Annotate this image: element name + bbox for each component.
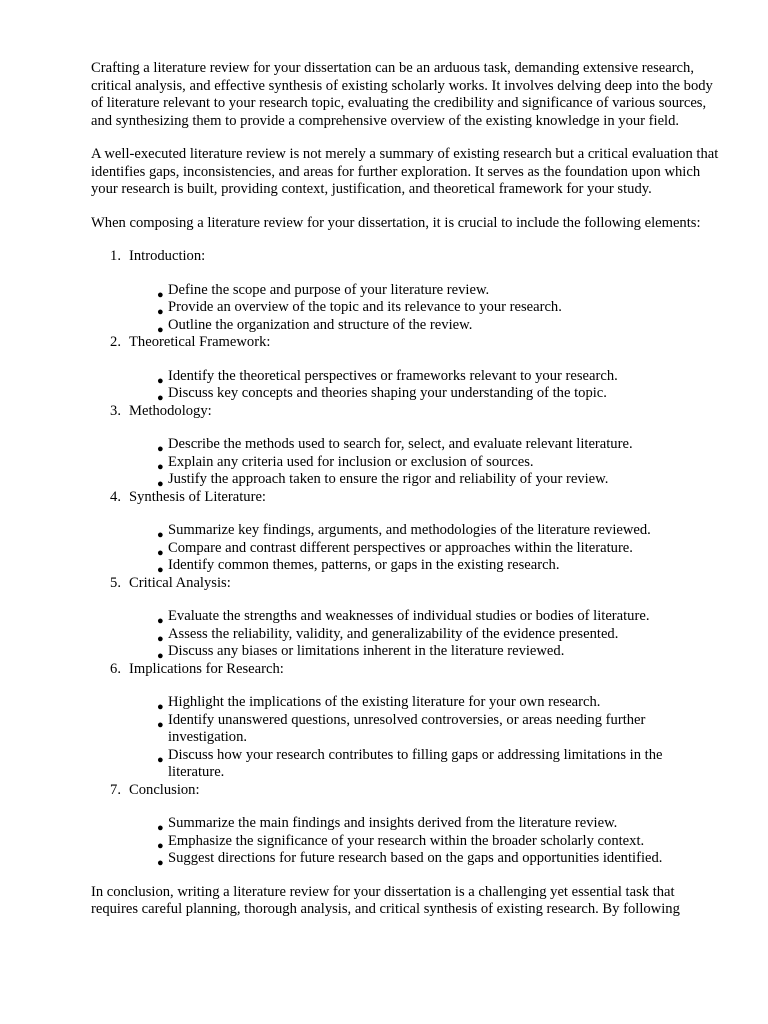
bullet-text: Justify the approach taken to ensure the rigor and reliability of your review. [168, 471, 609, 487]
bullet-text: Provide an overview of the topic and its relevance to your research. [168, 299, 562, 315]
bullet-list [91, 608, 721, 661]
bullet-text: Outline the organization and structure of the review. [168, 316, 473, 333]
section-title: Implications for Research: [129, 660, 284, 677]
bullet-icon: ● [157, 546, 164, 559]
section-heading [91, 575, 721, 593]
section-heading [91, 489, 721, 507]
section-heading [91, 782, 721, 800]
section-item [91, 489, 721, 575]
bullet-icon: ● [157, 392, 164, 404]
bullet-item [91, 608, 721, 626]
bullet-icon: ● [157, 701, 164, 713]
section-item [91, 661, 721, 782]
bullet-list [91, 436, 721, 489]
section-number: 4. [110, 488, 121, 505]
bullet-item [91, 833, 721, 851]
bullet-item [91, 436, 721, 454]
section-number: 2. [110, 334, 121, 350]
bullet-item [91, 712, 721, 747]
bullet-icon: ● [157, 839, 164, 852]
section-heading [91, 248, 721, 266]
bullet-item [91, 368, 721, 386]
bullet-list [91, 282, 721, 335]
bullet-item [91, 694, 721, 712]
bullet-item [91, 626, 721, 644]
bullet-text: Identify unanswered questions, unresolved controversies, or areas needing further investigation. [168, 711, 646, 745]
bullet-icon: ● [157, 306, 164, 318]
bullet-icon: ● [157, 288, 164, 301]
bullet-icon: ● [157, 529, 164, 541]
section-number: 7. [110, 781, 121, 798]
bullet-icon: ● [157, 443, 164, 455]
bullet-item [91, 850, 721, 868]
section-item [91, 782, 721, 868]
bullet-icon: ● [157, 857, 164, 869]
bullet-list [91, 368, 721, 403]
intro-paragraph-3: When composing a literature review for your dissertation, it is crucial to include the following elements: [91, 214, 701, 231]
section-title: Methodology: [129, 402, 212, 419]
closing-paragraph: In conclusion, writing a literature review for your dissertation is a challenging yet essential task that requires careful planning, thorough analysis, and critical synthesis of existing research. By following [91, 883, 680, 917]
bullet-text: Summarize key findings, arguments, and methodologies of the literature reviewed. [168, 522, 651, 538]
bullet-text: Summarize the main findings and insights derived from the literature review. [168, 815, 618, 831]
section-number: 3. [110, 402, 121, 419]
bullet-list [91, 522, 721, 575]
section-title: Theoretical Framework: [129, 334, 271, 350]
bullet-item [91, 557, 721, 575]
section-number: 1. [110, 248, 121, 264]
bullet-text: Emphasize the significance of your research within the broader scholarly context. [168, 832, 645, 849]
bullet-item [91, 540, 721, 558]
bullet-item [91, 317, 721, 335]
bullet-item [91, 747, 721, 782]
bullet-text: Explain any criteria used for inclusion or exclusion of sources. [168, 453, 534, 470]
bullet-icon: ● [157, 615, 164, 627]
bullet-icon: ● [157, 718, 164, 731]
bullet-text: Discuss how your research contributes to filling gaps or addressing limitations in the literature. [168, 746, 663, 780]
bullet-text: Define the scope and purpose of your literature review. [168, 281, 490, 298]
section-heading [91, 661, 721, 679]
bullet-text: Identify the theoretical perspectives or frameworks relevant to your research. [168, 367, 618, 384]
section-title: Conclusion: [129, 781, 200, 798]
bullet-list [91, 815, 721, 868]
section-item [91, 334, 721, 403]
bullet-item [91, 299, 721, 317]
bullet-text: Identify common themes, patterns, or gaps in the existing research. [168, 557, 560, 573]
section-item [91, 575, 721, 661]
document-page [91, 60, 721, 935]
section-heading [91, 334, 721, 352]
bullet-text: Discuss key concepts and theories shaping your understanding of the topic. [168, 385, 607, 401]
section-item [91, 403, 721, 489]
bullet-text: Suggest directions for future research based on the gaps and opportunities identified. [168, 850, 663, 866]
bullet-item [91, 471, 721, 489]
intro-paragraph-1: Crafting a literature review for your dissertation can be an arduous task, demanding extensive research, critical analysis, and effective synthesis of existing scholarly works. It involves delving deep into the body of literature relevant to your research topic, evaluating the credibility and significance of various sources, and synthesizing them to provide a comprehensive overview of the existing knowledge in your field. [91, 60, 713, 129]
section-number: 6. [110, 660, 121, 677]
section-item [91, 248, 721, 334]
bullet-icon: ● [157, 323, 164, 336]
bullet-text: Assess the reliability, validity, and generalizability of the evidence presented. [168, 625, 619, 642]
bullet-item [91, 282, 721, 300]
bullet-icon: ● [157, 650, 164, 662]
bullet-icon: ● [157, 753, 164, 766]
bullet-text: Highlight the implications of the existing literature for your own research. [168, 694, 601, 710]
bullet-text: Describe the methods used to search for, select, and evaluate relevant literature. [168, 436, 633, 452]
bullet-icon: ● [157, 632, 164, 645]
section-title: Introduction: [129, 248, 206, 264]
intro-paragraph-2: A well-executed literature review is not merely a summary of existing research but a critical evaluation that identifies gaps, inconsistencies, and areas for further exploration. It serves as the foundation upon which your research is built, providing context, justification, and theoretical framework for your study. [91, 146, 719, 197]
bullet-text: Evaluate the strengths and weaknesses of individual studies or bodies of literature. [168, 608, 650, 624]
bullet-icon: ● [157, 460, 164, 473]
section-heading [91, 403, 721, 421]
bullet-item [91, 385, 721, 403]
section-number: 5. [110, 574, 121, 591]
section-title: Critical Analysis: [129, 574, 231, 591]
bullet-text: Compare and contrast different perspectives or approaches within the literature. [168, 539, 633, 556]
elements-list [91, 248, 721, 868]
bullet-item [91, 643, 721, 661]
bullet-item [91, 522, 721, 540]
bullet-text: Discuss any biases or limitations inherent in the literature reviewed. [168, 643, 565, 659]
bullet-item [91, 454, 721, 472]
bullet-icon: ● [157, 374, 164, 387]
bullet-icon: ● [157, 478, 164, 490]
bullet-list [91, 694, 721, 782]
bullet-icon: ● [157, 822, 164, 834]
bullet-item [91, 815, 721, 833]
bullet-icon: ● [157, 564, 164, 576]
section-title: Synthesis of Literature: [129, 488, 266, 505]
